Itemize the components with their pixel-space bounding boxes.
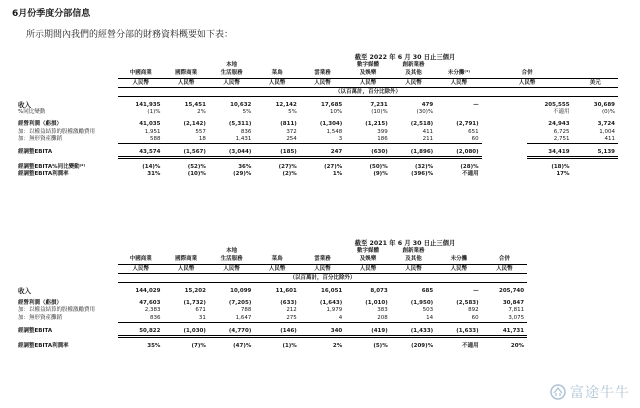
table-cell: 8,073	[370, 288, 388, 294]
row-label: 經調整EBITA利潤率	[18, 171, 69, 178]
table-cell: 31	[163, 315, 208, 323]
column-currency: 人民幣	[345, 78, 390, 87]
table-cell: (28)%	[460, 164, 479, 171]
table-cell: 211	[391, 136, 436, 144]
unit-spacer	[18, 273, 118, 283]
table-cell: 3	[300, 136, 345, 144]
column-header	[573, 62, 618, 87]
table-cell: (1,633)	[436, 328, 481, 338]
table-cell: (5)%	[373, 343, 388, 350]
table-cell: (1)%	[282, 343, 297, 350]
table-cell: 16,051	[321, 288, 343, 294]
column-currency: 人民幣	[436, 264, 481, 273]
column-currency: 人民幣	[482, 78, 573, 87]
table-cell: (811)	[280, 121, 297, 128]
table-cell: 41,731	[482, 328, 527, 338]
column-currency: 人民幣	[209, 78, 254, 87]
column-name: 生活服務	[220, 70, 243, 76]
column-name: 創新業務	[402, 248, 425, 254]
table-cell: 43,574	[118, 149, 163, 159]
column-currency: 人民幣	[118, 78, 163, 87]
column-currency: 人民幣	[391, 264, 436, 273]
table-cell: 5%	[288, 109, 297, 116]
column-header	[391, 62, 436, 87]
column-name: 本地	[226, 62, 238, 68]
watermark-text: 富途牛牛	[570, 385, 630, 401]
column-header	[391, 248, 436, 273]
table-cell	[527, 343, 572, 350]
table-cell	[482, 136, 527, 144]
column-currency: 人民幣	[163, 78, 208, 87]
row-label: 加：無形資產攤銷	[18, 135, 63, 142]
column-header	[300, 62, 345, 87]
table-cell: 208	[345, 315, 390, 323]
table-cell: 31%	[147, 171, 161, 178]
table-cell	[573, 288, 618, 295]
column-header	[300, 248, 345, 273]
table-cell	[573, 300, 618, 307]
table-cell: (419)	[345, 328, 390, 338]
column-header	[254, 248, 299, 273]
column-header	[209, 248, 254, 273]
column-name: 雲業務	[314, 70, 331, 76]
page-title: 6月份季度分部信息	[12, 9, 91, 19]
table-cell: 36%	[238, 164, 252, 171]
table-cell: 60	[436, 315, 481, 323]
table-cell: (29)%	[233, 171, 252, 178]
column-name: 菜鳥	[271, 70, 283, 76]
table-cell: (1,433)	[391, 328, 436, 338]
table-cell: (18)%	[551, 164, 570, 171]
table-cell: (52)%	[187, 164, 206, 171]
table-cell	[436, 109, 481, 116]
table-cell: (4,770)	[209, 328, 254, 338]
unit-note-row	[118, 273, 527, 283]
header-spacer	[18, 248, 118, 273]
table-cell: (630)	[345, 149, 390, 159]
column-name: 未分攤⁽¹⁾	[447, 70, 470, 76]
column-currency: 人民幣	[300, 78, 345, 87]
table-cell: —	[473, 102, 479, 108]
table-cell	[482, 129, 527, 136]
table-cell: (396)%	[411, 171, 434, 178]
column-name: 國際商業	[175, 70, 198, 76]
table-cell: 不適用	[553, 109, 570, 116]
table-cell: (1,215)	[365, 121, 388, 128]
table-cell: 5%	[242, 109, 252, 116]
row-label: 加：以權益結算的股權激勵費用	[18, 128, 96, 135]
table-cell: 10%	[330, 109, 343, 116]
table-cell: 34,419	[527, 149, 572, 159]
column-name: 合併	[521, 70, 533, 76]
table-cell: 1,548	[326, 128, 343, 135]
header-spacer	[18, 62, 118, 87]
table-cell	[527, 300, 572, 307]
table-cell: 41,035	[139, 121, 161, 128]
table-cell: 7,811	[508, 307, 525, 314]
table-cell	[482, 102, 527, 109]
table-cell: (1)%	[147, 109, 161, 116]
column-name: 雲業務	[314, 256, 331, 262]
table-cell: (1,010)	[365, 300, 388, 307]
column-header	[482, 248, 527, 273]
watermark	[550, 382, 630, 402]
table-cell: 1,004	[599, 128, 615, 135]
unit-spacer	[18, 87, 118, 97]
table-cell: (2,142)	[183, 121, 206, 128]
row-label: 加：以權益結算的股權激勵費用	[18, 307, 96, 314]
empty-header	[527, 248, 572, 273]
table-cell: (1,567)	[163, 149, 208, 159]
row-label: 經調整EBITA	[18, 149, 53, 156]
table-cell: (1,950)	[410, 300, 434, 307]
row-label: 收入	[18, 287, 31, 295]
table-cell: 35%	[147, 343, 161, 350]
table-cell	[573, 171, 618, 178]
table-cell: 11,601	[275, 288, 297, 294]
table-cell: 892	[468, 307, 479, 314]
table-cell: (2,583)	[456, 300, 479, 307]
table-cell: (7)%	[191, 343, 206, 350]
column-currency: 人民幣	[436, 78, 481, 87]
table-cell: (14)%	[142, 164, 161, 171]
table-cell: 1,951	[144, 128, 161, 135]
table-cell	[482, 121, 527, 128]
column-name: 生活服務	[220, 256, 243, 262]
table-cell: 788	[240, 307, 252, 314]
column-header	[436, 62, 481, 87]
table-cell	[482, 171, 527, 178]
table-cell	[482, 164, 527, 171]
segment-table-2021	[18, 248, 618, 350]
row-label: 經調整EBITA利潤率	[18, 343, 69, 350]
column-name: 及其他	[405, 256, 422, 262]
segment-table-2022	[18, 62, 618, 179]
table-cell	[482, 149, 527, 159]
table-cell: (3,044)	[209, 149, 254, 159]
table-cell	[527, 288, 572, 295]
empty-header	[573, 248, 618, 273]
table-cell: 205,740	[499, 288, 525, 294]
column-name: 菜鳥	[271, 256, 283, 262]
futu-logo-icon	[550, 384, 566, 400]
table-cell: (10)%	[187, 171, 206, 178]
table-cell: 不適用	[462, 171, 479, 178]
table-cell: (1,304)	[319, 121, 343, 128]
column-name: 及娛樂	[359, 256, 377, 262]
table-cell	[527, 315, 572, 323]
table-cell: 3,075	[482, 315, 527, 323]
table-cell: 212	[286, 307, 297, 314]
column-currency: 人民幣	[254, 78, 299, 87]
table-cell	[482, 109, 527, 116]
table-cell: (9)%	[373, 171, 388, 178]
table-cell: (50)%	[369, 164, 388, 171]
table-cell: (1,732)	[183, 300, 206, 307]
table-cell: (2,080)	[436, 149, 481, 159]
column-header	[209, 62, 254, 87]
table-cell: (146)	[254, 328, 299, 338]
table-cell: 186	[345, 136, 390, 144]
table-cell: (1,643)	[319, 300, 343, 307]
column-currency: 人民幣	[209, 264, 254, 273]
table-cell: 1,979	[326, 307, 343, 314]
table-cell: 383	[377, 307, 388, 314]
table-cell: 7,231	[370, 102, 388, 108]
table-cell	[573, 307, 618, 314]
table-cell	[527, 307, 572, 314]
table-cell: 399	[377, 128, 388, 135]
table-cell: 254	[254, 136, 299, 144]
table-cell: 340	[300, 328, 345, 338]
table-cell: 2%	[332, 343, 343, 350]
table-cell: 30,847	[502, 300, 525, 307]
table-cell: 411	[422, 128, 434, 135]
table-cell: (1,030)	[163, 328, 208, 338]
column-name: 合併	[498, 256, 510, 262]
table-cell: 836	[118, 315, 163, 323]
table-cell: 20%	[510, 343, 525, 350]
table-cell: (27)%	[324, 164, 343, 171]
table-cell: 10,632	[230, 102, 252, 108]
column-header	[163, 62, 208, 87]
table-cell: 372	[286, 128, 297, 135]
table-cell: 557	[195, 128, 206, 135]
unit-note: （以百萬計，百分比除外）	[118, 273, 527, 283]
intro-text: 所示期間內我們的經營分部的財務資料概要如下表：	[26, 30, 234, 40]
table-cell	[527, 328, 572, 338]
table-cell: 1,431	[209, 136, 254, 144]
column-name: 本地	[226, 248, 238, 254]
table-cell: —	[473, 288, 479, 294]
column-header	[345, 62, 390, 87]
table-cell: 144,029	[135, 288, 161, 294]
column-header	[482, 62, 573, 87]
table-cell: 10,099	[230, 288, 252, 294]
column-name: 及其他	[405, 70, 422, 76]
table-cell: 836	[240, 128, 252, 135]
table-cell: (2)%	[282, 171, 297, 178]
table-cell: 12,142	[275, 102, 297, 108]
table-cell: (47)%	[233, 343, 252, 350]
table-cell: 24,943	[548, 121, 570, 128]
table-cell: 247	[300, 149, 345, 159]
row-label: 經營利潤（虧損）	[18, 300, 63, 307]
row-label: %同比變動	[18, 109, 46, 116]
table-cell: 671	[195, 307, 206, 314]
table-cell: 6,725	[553, 128, 570, 135]
table-cell	[573, 164, 618, 171]
column-header	[118, 248, 163, 273]
table-cell: 2%	[197, 109, 206, 116]
row-label: 經調整EBITA	[18, 327, 53, 334]
table-cell: 30,689	[593, 102, 615, 108]
table-cell	[573, 328, 618, 338]
table-cell: 503	[422, 307, 434, 314]
row-label: 加：無形資產攤銷	[18, 314, 63, 321]
table-cell: 2,383	[144, 307, 161, 314]
column-currency: 人民幣	[118, 264, 163, 273]
table-cell: 4	[300, 315, 345, 323]
column-header	[345, 248, 390, 273]
row-label: 收入	[18, 101, 31, 109]
table-cell: 18	[163, 136, 208, 144]
table-cell: 141,935	[135, 102, 161, 108]
column-header	[436, 248, 481, 273]
column-header	[118, 62, 163, 87]
table-cell	[573, 343, 618, 350]
table-cell: (2,791)	[456, 121, 479, 128]
table-cell: (10)%	[371, 109, 388, 116]
table-cell: (2,518)	[410, 121, 434, 128]
column-currency: 人民幣	[345, 264, 390, 273]
table-cell: 14	[391, 315, 436, 323]
column-currency: 人民幣	[300, 264, 345, 273]
table-cell: 60	[436, 136, 481, 144]
column-header	[163, 248, 208, 273]
column-header	[254, 62, 299, 87]
table-cell: (209)%	[411, 343, 434, 350]
column-name: 及娛樂	[359, 70, 377, 76]
table-cell: 47,603	[139, 300, 161, 307]
column-currency: 人民幣	[163, 264, 208, 273]
table-cell: (32)%	[414, 164, 434, 171]
table-cell: 1,647	[209, 315, 254, 323]
table-cell: 411	[573, 136, 618, 144]
table-cell: 205,555	[544, 102, 570, 108]
table-cell: 1%	[332, 171, 343, 178]
table-cell: (7,205)	[228, 300, 252, 307]
table-cell: 479	[421, 102, 434, 108]
table-cell: (185)	[254, 149, 299, 159]
table-cell: 17%	[556, 171, 570, 178]
table-cell: (30)%	[416, 109, 434, 116]
period-title-2022: 截至 2022 年 6 月 30 日止三個月	[354, 54, 456, 61]
table-cell: (0)%	[601, 109, 615, 116]
unit-note-row	[118, 87, 618, 97]
table-cell: 588	[118, 136, 163, 144]
table-cell: 不適用	[462, 343, 479, 350]
column-name: 中國商業	[129, 70, 152, 76]
row-label: 經營利潤（虧損）	[18, 121, 63, 128]
table-cell: 685	[421, 288, 434, 294]
table-cell: 275	[254, 315, 299, 323]
table-cell: (633)	[280, 300, 297, 307]
table-cell: 15,451	[184, 102, 206, 108]
table-cell: (5,311)	[228, 121, 252, 128]
table-cell: 15,202	[184, 288, 206, 294]
table-cell: (1,896)	[391, 149, 436, 159]
column-name: 中國商業	[129, 256, 152, 262]
column-currency: 人民幣	[482, 264, 527, 273]
table-cell: 651	[468, 128, 479, 135]
unit-filler	[527, 273, 618, 283]
table-cell: 5,139	[573, 149, 618, 159]
table-cell: 2,751	[527, 136, 572, 144]
column-currency: 人民幣	[254, 264, 299, 273]
column-name: 創新業務	[402, 62, 425, 68]
table-cell	[573, 315, 618, 323]
table-cell: 17,685	[321, 102, 343, 108]
period-title-2021: 截至 2021 年 6 月 30 日止三個月	[354, 240, 456, 247]
table-cell: (27)%	[278, 164, 297, 171]
row-label: 經調整EBITA%同比變動⁽²⁾	[18, 164, 86, 171]
column-name: 未分攤	[450, 256, 468, 262]
table-cell: 3,724	[597, 121, 615, 128]
column-name: 國際商業	[175, 256, 198, 262]
column-name: 數字媒體	[356, 248, 379, 254]
table-cell: 50,822	[118, 328, 163, 338]
column-currency: 人民幣	[391, 78, 436, 87]
column-currency: 美元	[573, 78, 618, 87]
column-name: 數字媒體	[356, 62, 379, 68]
unit-note: （以百萬計，百分比除外）	[118, 87, 618, 97]
